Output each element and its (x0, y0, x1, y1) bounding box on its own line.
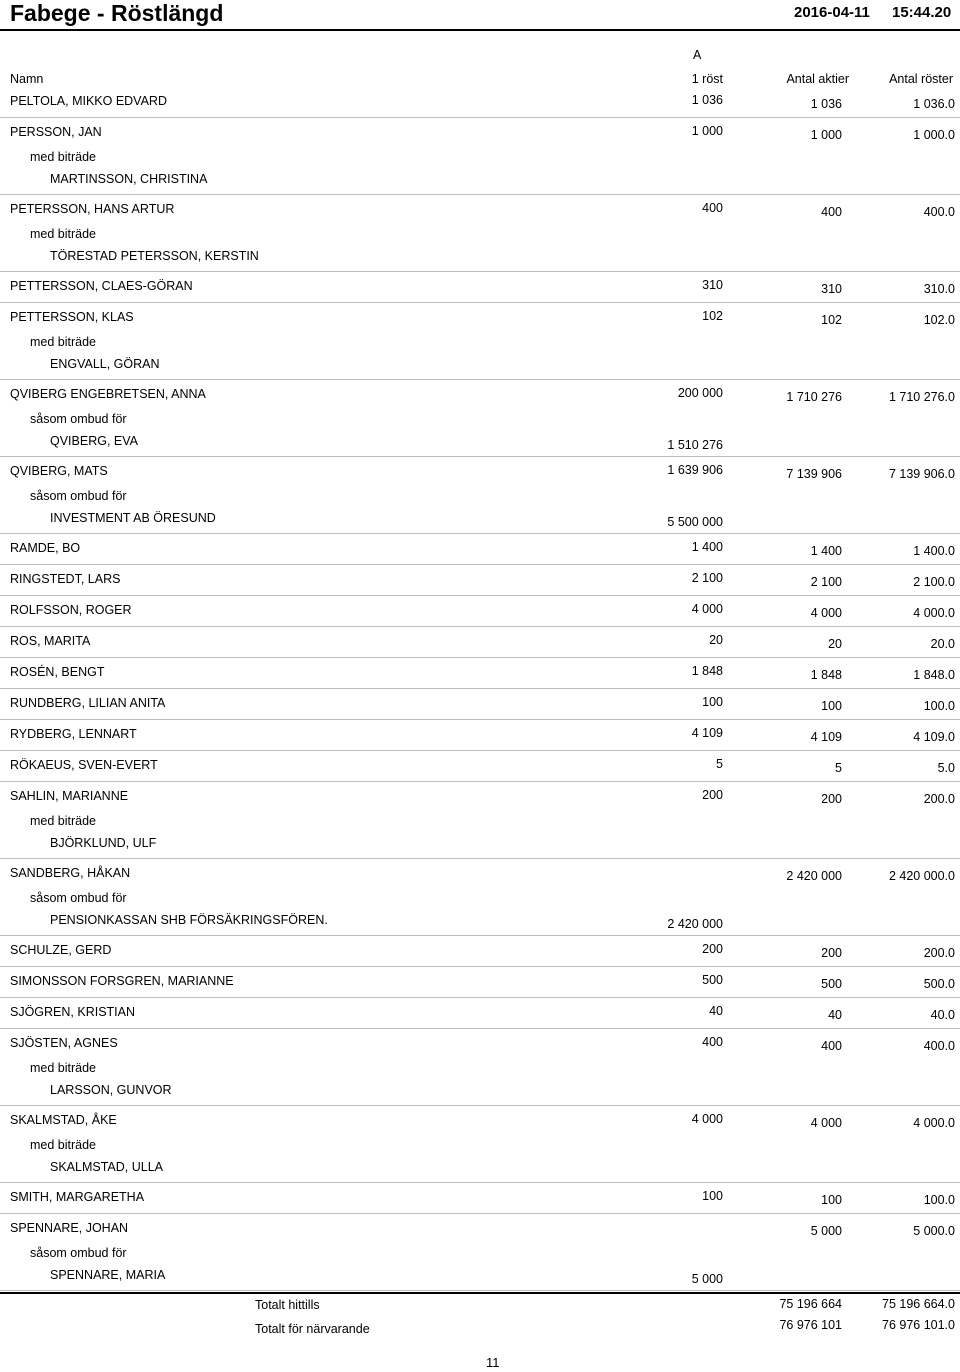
voter-name: RUNDBERG, LILIAN ANITA (10, 696, 166, 710)
one-vote-value: 1 400 (691, 540, 723, 554)
voter-name: SJÖGREN, KRISTIAN (10, 1005, 136, 1019)
column-votes: Antal röster (889, 72, 953, 86)
representation-role: såsom ombud för (30, 1246, 127, 1260)
shares-value: 2 100 (810, 575, 842, 589)
shares-value: 1 400 (810, 544, 842, 558)
one-vote-value: 310 (702, 278, 723, 292)
total-so-far-shares: 75 196 664 (779, 1297, 842, 1311)
representation-role: med biträde (30, 1061, 97, 1075)
shares-value: 200 (821, 792, 842, 806)
votes-value: 400.0 (923, 1039, 955, 1053)
represented-name: BJÖRKLUND, ULF (50, 836, 157, 850)
row-divider (0, 858, 960, 859)
represented-name: TÖRESTAD PETERSSON, KERSTIN (50, 249, 259, 263)
votes-value: 20.0 (930, 637, 955, 651)
row-divider (0, 1028, 960, 1029)
represented-name: PENSIONKASSAN SHB FÖRSÄKRINGSFÖREN. (50, 913, 328, 927)
shares-value: 4 109 (810, 730, 842, 744)
represented-name: INVESTMENT AB ÖRESUND (50, 511, 216, 525)
row-divider (0, 1213, 960, 1214)
one-vote-value: 4 000 (691, 1112, 723, 1126)
represented-vote-value: 5 000 (691, 1272, 723, 1286)
represented-name: ENGVALL, GÖRAN (50, 357, 160, 371)
votes-value: 500.0 (923, 977, 955, 991)
representation-role: såsom ombud för (30, 412, 127, 426)
representation-role: med biträde (30, 335, 97, 349)
voter-name: RÖKAEUS, SVEN-EVERT (10, 758, 158, 772)
row-divider (0, 117, 960, 118)
votes-value: 7 139 906.0 (888, 467, 955, 481)
voter-name: SCHULZE, GERD (10, 943, 112, 957)
row-divider (0, 271, 960, 272)
column-name: Namn (10, 72, 44, 86)
votes-value: 100.0 (923, 699, 955, 713)
row-divider (0, 688, 960, 689)
represented-name: MARTINSSON, CHRISTINA (50, 172, 208, 186)
voter-name: SMITH, MARGARETHA (10, 1190, 145, 1204)
one-vote-value: 5 (716, 757, 723, 771)
row-divider (0, 379, 960, 380)
total-present-label: Totalt för närvarande (255, 1322, 370, 1336)
row-divider (0, 626, 960, 627)
shares-value: 200 (821, 946, 842, 960)
represented-name: LARSSON, GUNVOR (50, 1083, 172, 1097)
represented-vote-value: 1 510 276 (667, 438, 723, 452)
one-vote-value: 100 (702, 1189, 723, 1203)
votes-value: 4 000.0 (913, 1116, 955, 1130)
representation-role: såsom ombud för (30, 891, 127, 905)
row-divider (0, 533, 960, 534)
shares-value: 1 710 276 (786, 390, 842, 404)
shares-value: 1 848 (810, 668, 842, 682)
one-vote-value: 400 (702, 1035, 723, 1049)
votes-value: 200.0 (923, 792, 955, 806)
shares-value: 1 036 (810, 97, 842, 111)
one-vote-value: 200 000 (677, 386, 723, 400)
row-divider (0, 1290, 960, 1291)
votes-value: 400.0 (923, 205, 955, 219)
representation-role: såsom ombud för (30, 489, 127, 503)
one-vote-value: 40 (709, 1004, 723, 1018)
row-divider (0, 595, 960, 596)
votes-value: 4 109.0 (913, 730, 955, 744)
shares-value: 400 (821, 205, 842, 219)
row-divider (0, 302, 960, 303)
voter-name: PETERSSON, HANS ARTUR (10, 202, 175, 216)
row-divider (0, 935, 960, 936)
total-present-shares: 76 976 101 (779, 1318, 842, 1332)
shares-value: 100 (821, 699, 842, 713)
representation-role: med biträde (30, 814, 97, 828)
shares-value: 5 (835, 761, 842, 775)
voter-name: PELTOLA, MIKKO EDVARD (10, 94, 167, 108)
header-rule (0, 29, 960, 31)
votes-value: 2 420 000.0 (888, 869, 955, 883)
votes-value: 4 000.0 (913, 606, 955, 620)
one-vote-value: 102 (702, 309, 723, 323)
row-divider (0, 564, 960, 565)
report-time: 15:44.20 (892, 4, 952, 21)
shares-value: 310 (821, 282, 842, 296)
row-divider (0, 456, 960, 457)
voter-name: SJÖSTEN, AGNES (10, 1036, 118, 1050)
row-divider (0, 719, 960, 720)
voter-name: SPENNARE, JOHAN (10, 1221, 129, 1235)
shares-value: 2 420 000 (786, 869, 842, 883)
represented-vote-value: 5 500 000 (667, 515, 723, 529)
shares-value: 40 (828, 1008, 842, 1022)
represented-name: SKALMSTAD, ULLA (50, 1160, 164, 1174)
shares-value: 5 000 (810, 1224, 842, 1238)
shares-value: 100 (821, 1193, 842, 1207)
shares-value: 7 139 906 (786, 467, 842, 481)
shares-value: 4 000 (810, 1116, 842, 1130)
represented-name: QVIBERG, EVA (50, 434, 138, 448)
one-vote-value: 1 036 (691, 93, 723, 107)
voter-name: RINGSTEDT, LARS (10, 572, 121, 586)
one-vote-value: 200 (702, 788, 723, 802)
report-title: Fabege - Röstlängd (10, 0, 224, 26)
voter-name: SAHLIN, MARIANNE (10, 789, 129, 803)
row-divider (0, 781, 960, 782)
votes-value: 100.0 (923, 1193, 955, 1207)
shares-value: 500 (821, 977, 842, 991)
one-vote-value: 100 (702, 695, 723, 709)
column-group-label: A (693, 48, 702, 62)
voter-name: SKALMSTAD, ÅKE (10, 1113, 117, 1127)
voter-name: PETTERSSON, CLAES-GÖRAN (10, 279, 193, 293)
represented-vote-value: 2 420 000 (667, 917, 723, 931)
column-shares: Antal aktier (786, 72, 849, 86)
votes-value: 1 000.0 (913, 128, 955, 142)
report-date: 2016-04-11 (794, 4, 870, 21)
page-number: 11 (486, 1355, 500, 1370)
votes-value: 1 036.0 (913, 97, 955, 111)
one-vote-value: 500 (702, 973, 723, 987)
voter-name: QVIBERG, MATS (10, 464, 108, 478)
column-one-vote: 1 röst (691, 72, 723, 86)
one-vote-value: 1 000 (691, 124, 723, 138)
voter-name: PETTERSSON, KLAS (10, 310, 134, 324)
one-vote-value: 20 (709, 633, 723, 647)
one-vote-value: 200 (702, 942, 723, 956)
footer-rule (0, 1292, 960, 1294)
votes-value: 2 100.0 (913, 575, 955, 589)
row-divider (0, 1105, 960, 1106)
voter-name: QVIBERG ENGEBRETSEN, ANNA (10, 387, 206, 401)
voter-name: ROS, MARITA (10, 634, 91, 648)
one-vote-value: 4 109 (691, 726, 723, 740)
voter-name: SANDBERG, HÅKAN (10, 866, 131, 880)
row-divider (0, 657, 960, 658)
row-divider (0, 750, 960, 751)
representation-role: med biträde (30, 150, 97, 164)
voter-name: SIMONSSON FORSGREN, MARIANNE (10, 974, 234, 988)
row-divider (0, 194, 960, 195)
total-so-far-votes: 75 196 664.0 (882, 1297, 955, 1311)
row-divider (0, 997, 960, 998)
shares-value: 1 000 (810, 128, 842, 142)
votes-value: 200.0 (923, 946, 955, 960)
voter-name: RYDBERG, LENNART (10, 727, 137, 741)
one-vote-value: 2 100 (691, 571, 723, 585)
one-vote-value: 4 000 (691, 602, 723, 616)
representation-role: med biträde (30, 1138, 97, 1152)
shares-value: 400 (821, 1039, 842, 1053)
row-divider (0, 1182, 960, 1183)
represented-name: SPENNARE, MARIA (50, 1268, 166, 1282)
votes-value: 310.0 (923, 282, 955, 296)
total-present-votes: 76 976 101.0 (882, 1318, 955, 1332)
votes-value: 1 848.0 (913, 668, 955, 682)
total-so-far-label: Totalt hittills (255, 1298, 320, 1312)
votes-value: 102.0 (923, 313, 955, 327)
shares-value: 20 (828, 637, 842, 651)
votes-value: 5 000.0 (913, 1224, 955, 1238)
one-vote-value: 1 848 (691, 664, 723, 678)
voter-name: RAMDE, BO (10, 541, 81, 555)
representation-role: med biträde (30, 227, 97, 241)
voter-name: ROLFSSON, ROGER (10, 603, 132, 617)
votes-value: 40.0 (930, 1008, 955, 1022)
shares-value: 4 000 (810, 606, 842, 620)
votes-value: 1 710 276.0 (888, 390, 955, 404)
row-divider (0, 966, 960, 967)
shares-value: 102 (821, 313, 842, 327)
voter-name: PERSSON, JAN (10, 125, 102, 139)
one-vote-value: 400 (702, 201, 723, 215)
votes-value: 1 400.0 (913, 544, 955, 558)
one-vote-value: 1 639 906 (667, 463, 723, 477)
voter-name: ROSÉN, BENGT (10, 665, 105, 679)
votes-value: 5.0 (937, 761, 955, 775)
